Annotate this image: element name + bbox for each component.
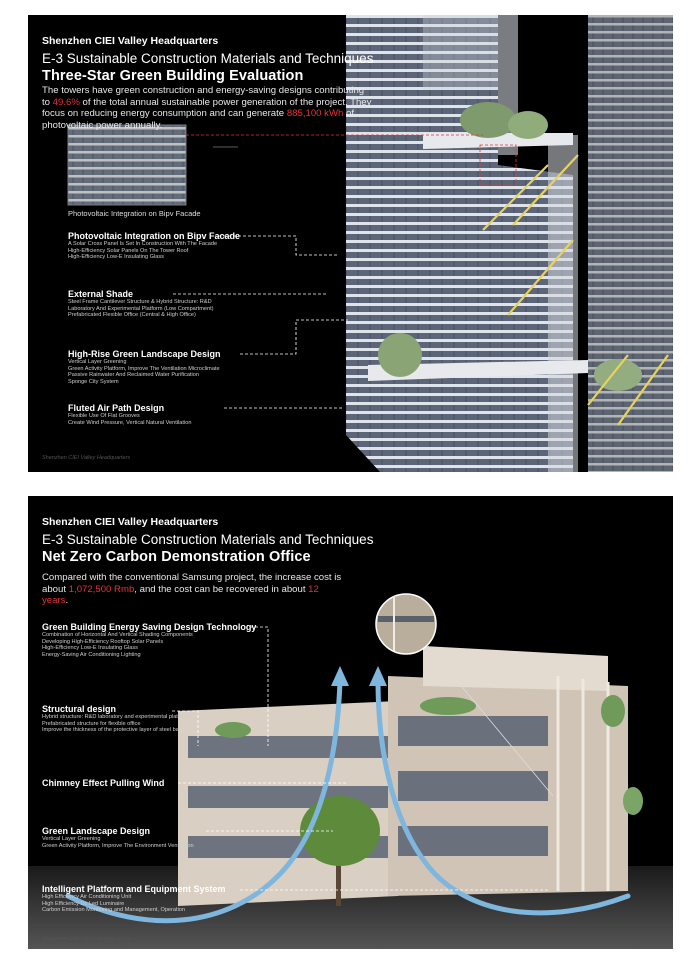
section-heading: Green Building Energy Saving Design Technology xyxy=(42,622,257,632)
section-line: Laboratory And Experimental Platform (Low Compartment) xyxy=(68,305,214,312)
section-line: Hybrid structure: R&D laboratory and experimental platform xyxy=(42,714,190,720)
section-line: Carbon Emission Monitoring and Management, Operation xyxy=(42,907,186,914)
section-line: Developing High-Efficiency Rooftop Solar Panels xyxy=(42,638,164,645)
tree-mid xyxy=(378,333,422,377)
project-name: Shenzhen CIEI Valley Headquarters xyxy=(42,516,219,528)
panel-net-zero-office xyxy=(28,496,673,949)
section-line: Sponge City System xyxy=(68,378,119,385)
detail-zoom-circle xyxy=(376,594,436,654)
section-heading: Structural design xyxy=(42,704,117,714)
section-air-path xyxy=(68,403,191,426)
section-chimney xyxy=(42,778,164,788)
planter xyxy=(215,722,251,738)
section-line: Green Activity Platform, Improve The Environment Ventilation xyxy=(42,842,194,849)
detail-caption: Photovoltaic Integration on Bipv Facade xyxy=(68,209,201,218)
roof-frame xyxy=(423,646,608,691)
section-external-shade xyxy=(68,289,214,319)
section-line: Energy-Saving Air Conditioning Lighting xyxy=(42,651,141,658)
subtitle: E-3 Sustainable Construction Materials and Techniques xyxy=(42,51,374,66)
section-green-landscape xyxy=(42,826,194,849)
section-heading: Green Landscape Design xyxy=(42,826,151,836)
section-line: Passive Rainwater And Reclaimed Water Purification xyxy=(68,372,199,379)
panel-green-building-evaluation xyxy=(28,15,673,472)
section-line: Create Wind Pressure, Vertical Natural Ventilation xyxy=(68,419,192,426)
section-pv xyxy=(68,231,240,261)
section-heading: Fluted Air Path Design xyxy=(68,403,165,413)
section-line: Flexible Use Of Flat Grooves xyxy=(68,413,140,419)
section-heading: Intelligent Platform and Equipment System xyxy=(42,884,226,894)
footer: Shenzhen CIEI Valley Headquarters xyxy=(42,936,131,942)
section-structural xyxy=(42,704,189,734)
section-landscape xyxy=(68,349,221,385)
section-line: Prefabricated structure for flexible office xyxy=(42,720,141,727)
intro-paragraph: The towers have green construction and energy-saving designs contributing to 49.6% of the total annual sustainable power generation of the project. They focus on reducing energy consumption and can generate 885,100 kWh of photovoltaic power annually. xyxy=(42,85,372,131)
section-heading: Photovoltaic Integration on Bipv Facade xyxy=(68,231,241,241)
section-line: Vertical Layer Greening xyxy=(42,836,101,842)
page-title: Net Zero Carbon Demonstration Office xyxy=(42,549,311,565)
intro-paragraph: Compared with the conventional Samsung project, the increase cost is about 1,072,500 Rmb, and the cost can be recovered in about 12 years. xyxy=(42,572,342,606)
section-line: Vertical Layer Greening xyxy=(68,359,127,365)
subtitle: E-3 Sustainable Construction Materials and Techniques xyxy=(42,532,374,547)
section-heading: External Shade xyxy=(68,289,134,299)
section-line: Improve the thickness of the protective layer of steel bar xyxy=(42,727,181,734)
tree-roof xyxy=(460,102,516,138)
section-heading: High-Rise Green Landscape Design xyxy=(68,349,221,359)
section-line: High Efficiency Dc Led Luminaire xyxy=(42,900,125,907)
page-title: Three-Star Green Building Evaluation xyxy=(42,68,304,84)
section-line: A Solar Cross Panel Is Set In Construction With The Facade xyxy=(68,241,218,247)
project-name: Shenzhen CIEI Valley Headquarters xyxy=(42,35,219,47)
section-line: High-Efficiency Low-E Insulating Glass xyxy=(42,645,138,652)
section-line: Steel Frame Cantilever Structure & Hybrid Structure: R&D xyxy=(68,299,212,305)
section-heading: Chimney Effect Pulling Wind xyxy=(42,778,165,788)
section-line: Combination of Horizontal And Vertical Shading Components xyxy=(42,632,193,638)
section-line: High Efficiency Air Conditioning Unit xyxy=(42,894,132,900)
section-energy-saving xyxy=(42,622,256,658)
footer: Shenzhen CIEI Valley Headquarters xyxy=(42,455,131,461)
section-line: Green Activity Platform, Improve The Ventilation Microclimate xyxy=(68,365,220,372)
section-line: Prefabricated Flexible Office (Central & High Office) xyxy=(68,312,196,319)
section-line: High-Efficiency Low-E Insulating Glass xyxy=(68,254,164,261)
section-line: High-Efficiency Solar Panels On The Tower Roof xyxy=(68,247,189,254)
section-intelligent-platform xyxy=(42,884,226,914)
